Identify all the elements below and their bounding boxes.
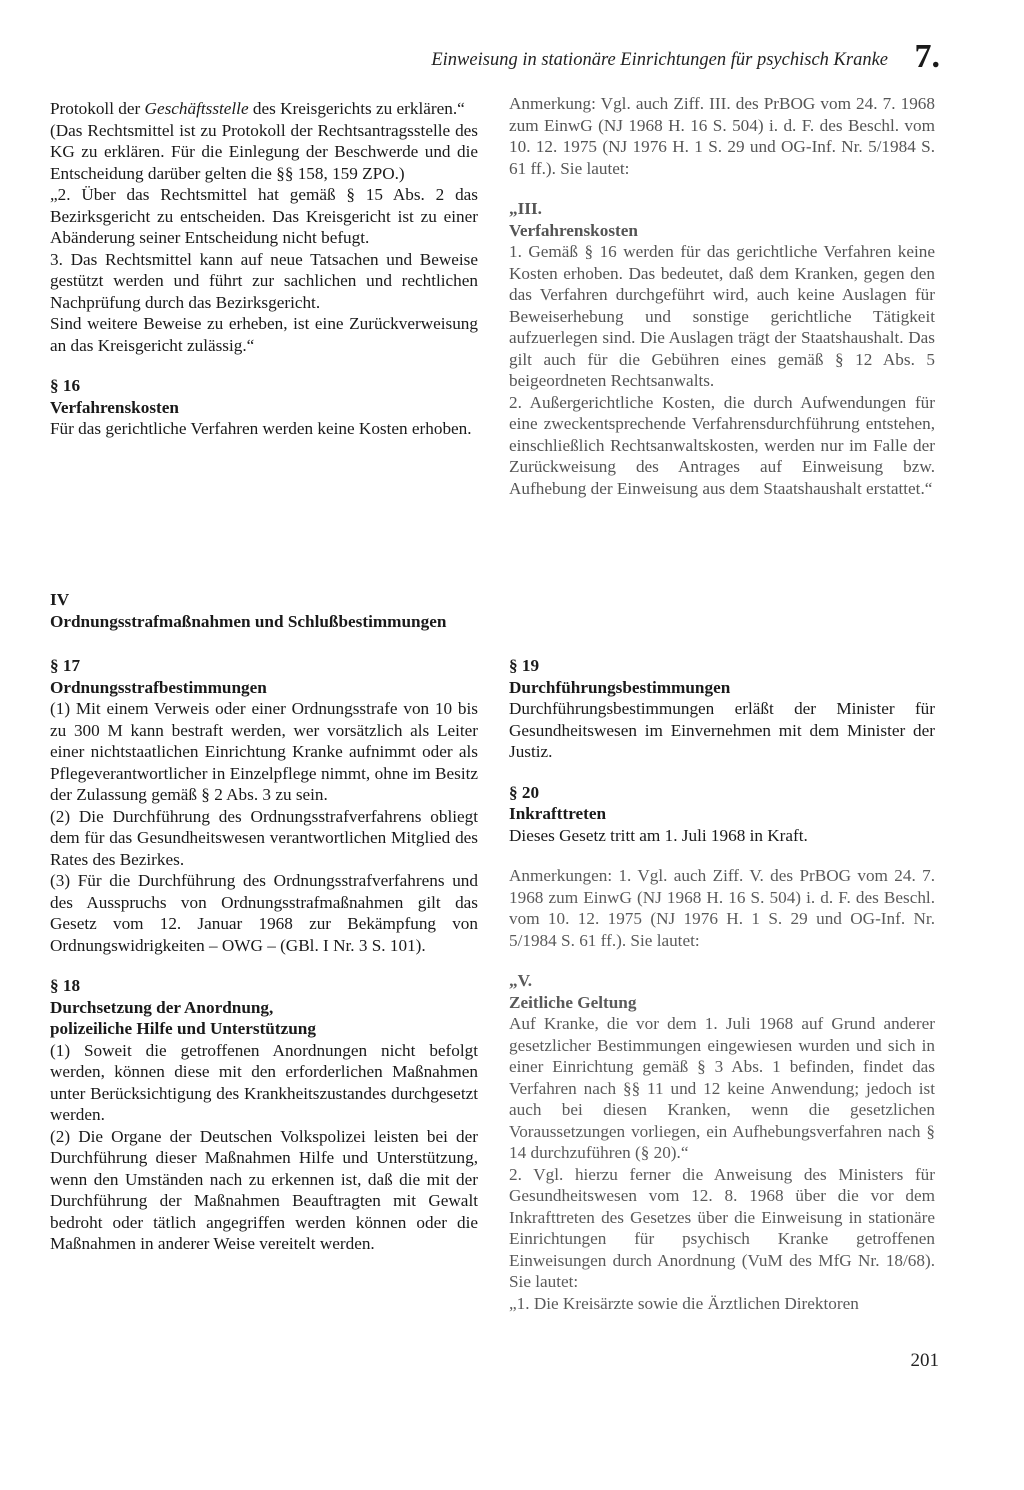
paragraph: Sind weitere Beweise zu erheben, ist eine Zurückverweisung an das Kreisgericht zulässig.“ xyxy=(50,314,478,355)
section-title: Zeitliche Geltung xyxy=(509,992,637,1012)
annotation: Anmerkungen: 1. Vgl. auch Ziff. V. des PrBOG vom 24. 7. 1968 zum EinwG (NJ 1968 H. 16 S. 504) i. d. F. des Beschl. vom 10. 12. 1975 (NJ 1976 H. 1 S. 29 und OG-Inf. Nr. 5/1984 S. 61 ff.). Sie lautet: xyxy=(509,866,935,950)
left-column-top xyxy=(50,98,478,440)
section-title: Verfahrenskosten xyxy=(50,397,179,417)
page-number: 201 xyxy=(910,1350,939,1371)
paragraph: 2. Vgl. hierzu ferner die Anweisung des Ministers für Gesundheitswesen vom 12. 8. 1968 über die vor dem Inkrafttreten des Gesetzes über die Einweisung in stationäre Einrichtungen für psychisch Kranke getroffenen Einweisungen durch Anordnung (VuM des MfG Nr. 18/68). Sie lautet: xyxy=(509,1164,935,1291)
right-column-top xyxy=(509,93,935,499)
paragraph: (Das Rechtsmittel ist zu Protokoll der Rechtsantragsstelle des KG zu erklären. Für die Einlegung der Beschwerde und die Entscheidung darüber gelten die §§ 158, 159 ZPO.) xyxy=(50,120,478,183)
section-number: „V. xyxy=(509,971,533,990)
paragraph: Auf Kranke, die vor dem 1. Juli 1968 auf Grund anderer gesetzlicher Bestimmungen eingewiesen wurden und sich in einer Einrichtung gemäß § 3 Abs. 1 befinden, findet das Verfahren nach §§ 11 und 12 keine Anwendung; jedoch ist auch bei diesen Kranken, wenn die gesetzlichen Voraussetzungen vorliegen, ein Aufhebungsverfahren nach § 14 durchzuführen (§ 20).“ xyxy=(509,1014,935,1162)
paragraph: 1. Gemäß § 16 werden für das gerichtliche Verfahren keine Kosten erhoben. Das bedeutet, daß dem Kranken, gegen den das Verfahren durchgeführt wird, auch keine Auslagen für Beweiserhebung und sonstige gerichtliche Tätigkeit aufzuerlegen sind. Die Auslagen trägt der Staatshaushalt. Das gilt auch für die Gebühren eines gemäß § 12 Abs. 5 beigeordneten Rechtsanwalts. xyxy=(509,242,935,390)
running-header xyxy=(380,38,940,82)
section-number: § 16 xyxy=(50,376,81,395)
paragraph: (3) Für die Durchführung des Ordnungsstrafverfahrens und des Ausspruchs von Ordnungsstrafmaßnahmen gilt das Gesetz vom 12. Januar 1968 zur Bekämpfung von Ordnungswidrigkeiten – OWG – (GBl. I Nr. 3 S. 101). xyxy=(50,871,478,955)
section-title: Verfahrenskosten xyxy=(509,220,638,240)
paragraph: Durchführungsbestimmungen erläßt der Minister für Gesundheitswesen im Einvernehmen mit dem Minister der Justiz. xyxy=(509,699,935,761)
section-number: § 20 xyxy=(509,782,540,802)
part-number: IV xyxy=(50,590,70,609)
section-title: Durchführungsbestimmungen xyxy=(509,677,731,697)
paragraph: (1) Soweit die getroffenen Anordnungen nicht befolgt werden, können diese mit den erforderlichen Maßnahmen unter Berücksichtigung des Krankheitszustandes durchgesetzt werden. xyxy=(50,1040,478,1124)
section-title: polizeiliche Hilfe und Unterstützung xyxy=(50,1019,316,1038)
chapter-number: 7. xyxy=(914,38,940,75)
paragraph: Dieses Gesetz tritt am 1. Juli 1968 in Kraft. xyxy=(509,825,808,845)
running-header-title: Einweisung in stationäre Einrichtungen für psychisch Kranke xyxy=(431,50,888,70)
part-title: Ordnungsstrafmaßnahmen und Schlußbestimmungen xyxy=(50,611,447,631)
paragraph: (1) Mit einem Verweis oder einer Ordnungsstrafe von 10 bis zu 300 M kann bestraft werden, wer vorsätzlich als Leiter einer nichtstaatlichen Einrichtung Kranke aufnimmt oder als Pflegeverantwortlicher in Einzelpflege nimmt, ohne im Besitz der Zulassung gemäß § 2 Abs. 3 zu sein. xyxy=(50,699,478,804)
paragraph: (2) Die Durchführung des Ordnungsstrafverfahrens obliegt dem für das Gesundheitswesen verantwortlichen Mitglied des Rates des Bezirkes. xyxy=(50,806,478,869)
part-heading xyxy=(50,589,510,632)
section-number: § 17 xyxy=(50,656,81,675)
paragraph: „1. Die Kreisärzte sowie die Ärztlichen Direktoren xyxy=(509,1293,859,1313)
paragraph: „2. Über das Rechtsmittel hat gemäß § 15 Abs. 2 das Bezirksgericht zu entscheiden. Das Kreisgericht ist zu einer Abänderung seiner Entscheidung nicht befugt. xyxy=(50,185,478,247)
paragraph: (2) Die Organe der Deutschen Volkspolizei leisten bei der Durchführung dieser Maßnahmen Hilfe und Unterstützung, wenn den Umständen nach zu erkennen ist, daß die mit der Durchführung der Maßnahmen Beauftragten mit Gewalt bedroht oder tätlich angegriffen werden können oder die Maßnahmen in anderer Weise vereitelt werden. xyxy=(50,1126,478,1253)
right-column-bottom xyxy=(509,655,935,1314)
left-column-bottom xyxy=(50,655,478,1255)
section-title: Ordnungsstrafbestimmungen xyxy=(50,677,267,697)
section-title: Durchsetzung der Anordnung, xyxy=(50,997,274,1017)
annotation: Anmerkung: Vgl. auch Ziff. III. des PrBOG vom 24. 7. 1968 zum EinwG (NJ 1968 H. 16 S. 504) i. d. F. des Beschl. vom 10. 12. 1975 (NJ 1976 H. 1 S. 29 und OG-Inf. Nr. 5/1984 S. 61 ff.). Sie lautet: xyxy=(509,94,935,178)
paragraph: Für das gerichtliche Verfahren werden keine Kosten erhoben. xyxy=(50,419,472,438)
paragraph: 3. Das Rechtsmittel kann auf neue Tatsachen und Beweise gestützt werden und führt zur sachlichen und rechtlichen Nachprüfung durch das Bezirksgericht. xyxy=(50,249,478,312)
paragraph: 2. Außergerichtliche Kosten, die durch Aufwendungen für eine zweckentsprechende Verfahrensdurchführung entstehen, einschließlich Rechtsanwaltskosten, werden nur im Falle der Zurückweisung des Antrages auf Einweisung bzw. Aufhebung der Einweisung aus dem Staatshaushalt erstattet.“ xyxy=(509,392,935,498)
section-number: § 19 xyxy=(509,656,540,675)
paragraph: Protokoll der Geschäftsstelle des Kreisgerichts zu erklären.“ xyxy=(50,99,465,118)
section-title: Inkrafttreten xyxy=(509,804,607,823)
section-number: „III. xyxy=(509,199,542,218)
section-number: § 18 xyxy=(50,976,81,995)
